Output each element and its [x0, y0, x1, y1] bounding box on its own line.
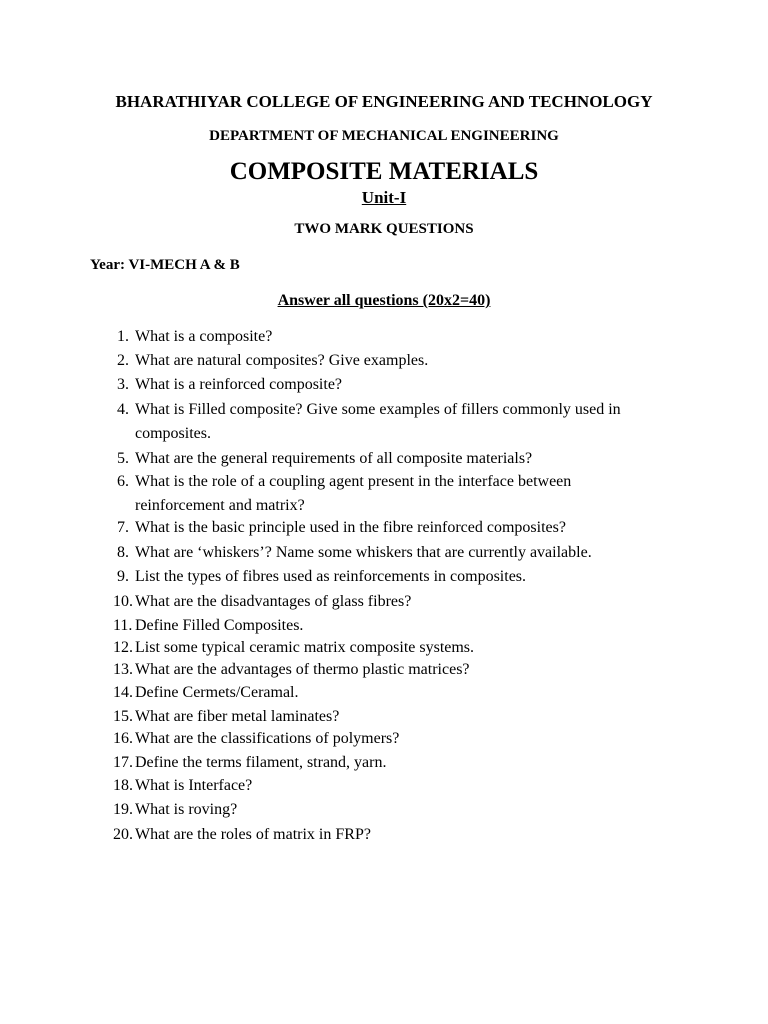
question-number: 1. [117, 328, 129, 345]
question-number: 6. [117, 473, 129, 490]
question-text: List some typical ceramic matrix composite systems. [135, 639, 475, 656]
question-number: 11. [113, 617, 133, 634]
question-number: 20. [113, 826, 133, 843]
question-number: 5. [117, 450, 129, 467]
question-number: 7. [117, 519, 129, 536]
question-text: What is the basic principle used in the fibre reinforced composites? [135, 519, 566, 536]
department-name: DEPARTMENT OF MECHANICAL ENGINEERING [209, 128, 559, 144]
question-number: 4. [117, 401, 129, 418]
question-text: What are ‘whiskers’? Name some whiskers that are currently available. [135, 544, 592, 561]
question-number: 17. [113, 754, 133, 771]
unit-heading: Unit-I [361, 188, 407, 207]
question-text: What is a reinforced composite? [135, 376, 343, 393]
section-heading: TWO MARK QUESTIONS [294, 221, 474, 237]
question-number: 18. [113, 777, 133, 794]
subject-title: COMPOSITE MATERIALS [229, 158, 539, 185]
question-text: What are the general requirements of all composite materials? [135, 450, 533, 467]
question-number: 2. [117, 352, 129, 369]
question-number: 16. [113, 730, 133, 747]
question-number: 15. [113, 708, 133, 725]
question-text: What are the advantages of thermo plastic matrices? [135, 661, 470, 678]
question-text: What are the roles of matrix in FRP? [135, 826, 371, 843]
year-label: Year: VI-MECH A & B [90, 257, 240, 273]
question-number: 14. [113, 684, 133, 701]
question-text: List the types of fibres used as reinforcements in composites. [135, 568, 527, 585]
question-text: What are natural composites? Give examples. [135, 352, 429, 369]
question-text: What are the disadvantages of glass fibres? [135, 593, 412, 610]
question-text: What is roving? [135, 801, 238, 818]
question-text: Define Cermets/Ceramal. [135, 684, 299, 701]
question-number: 8. [117, 544, 129, 561]
instruction-heading: Answer all questions (20x2=40) [277, 292, 491, 309]
question-number: 9. [117, 568, 129, 585]
question-number: 13. [113, 661, 133, 678]
question-text: What is a composite? [135, 328, 273, 345]
question-number: 3. [117, 376, 129, 393]
question-text-continuation: reinforcement and matrix? [135, 497, 305, 514]
question-text: What are the classifications of polymers? [135, 730, 400, 747]
question-number: 12. [113, 639, 133, 656]
question-text: What is Filled composite? Give some examples of fillers commonly used in [135, 401, 621, 418]
question-number: 19. [113, 801, 133, 818]
question-text: Define the terms filament, strand, yarn. [135, 754, 387, 771]
question-text: What is the role of a coupling agent present in the interface between [135, 473, 572, 490]
question-text: What are fiber metal laminates? [135, 708, 340, 725]
college-name: BHARATHIYAR COLLEGE OF ENGINEERING AND TECHNOLOGY [115, 92, 653, 111]
question-text: Define Filled Composites. [135, 617, 304, 634]
question-text-continuation: composites. [135, 425, 211, 442]
question-number: 10. [113, 593, 133, 610]
question-text: What is Interface? [135, 777, 253, 794]
